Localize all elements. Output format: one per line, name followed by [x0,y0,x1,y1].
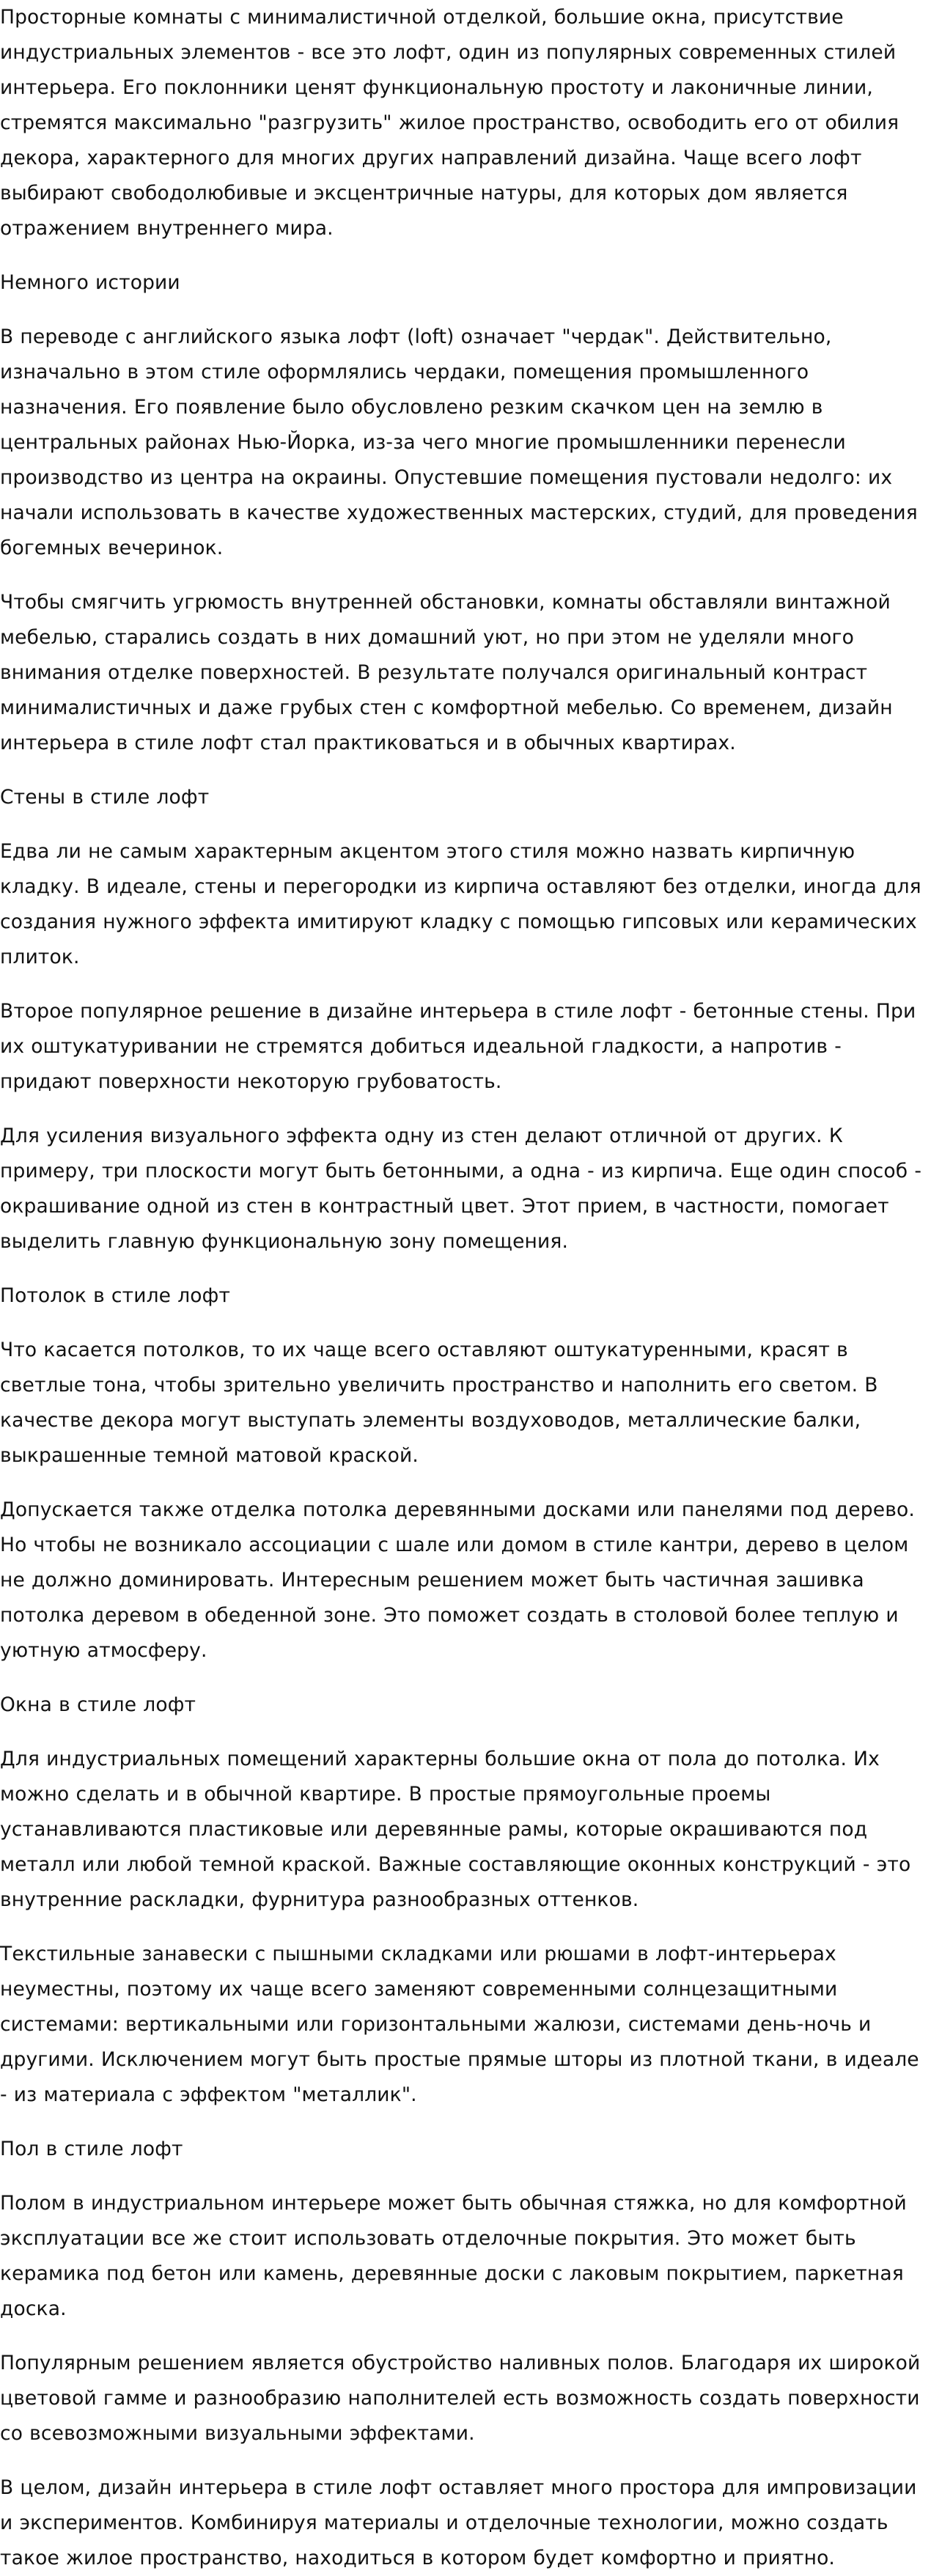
windows-paragraph-1: Для индустриальных помещений характерны большие окна от пола до потолка. Их можно сделать и в обычной квартире. В простые прямоугольные проемы устанавливаются пластиковые или деревянные рамы, которые окрашиваются под металл или любой темной краской. Важные составляющие оконных конструкций - это внутренние раскладки, фурнитура разнообразных оттенков. [0,1748,911,1911]
section-heading-walls: Стены в стиле лофт [0,786,210,809]
intro-paragraph: Просторные комнаты с минималистичной отделкой, большие окна, присутствие индустриальных элементов - все это лофт, один из популярных современных стилей интерьера. Его поклонники ценят функциональную простоту и лаконичные линии, стремятся максимально "разгрузить" жилое пространство, освободить его от обилия декора, характерного для многих других направлений дизайна. Чаще всего лофт выбирают свободолюбивые и эксцентричные натуры, для которых дом является отражением внутреннего мира. [0,6,899,240]
floor-paragraph-1: Полом в индустриальном интерьере может быть обычная стяжка, но для комфортной эксплуатации все же стоит использовать отделочные покрытия. Это может быть керамика под бетон или камень, деревянные доски с лаковым покрытием, паркетная доска. [0,2192,907,2320]
floor-paragraph-2: Популярным решением является обустройство наливных полов. Благодаря их широкой цветовой гамме и разнообразию наполнителей есть возможность создать поверхности со всевозможными визуальными эффектами. [0,2352,921,2445]
section-heading-history: Немного истории [0,271,180,294]
history-paragraph-2: Чтобы смягчить угрюмость внутренней обстановки, комнаты обставляли винтажной мебелью, старались создать в них домашний уют, но при этом не уделяли много внимания отделке поверхностей. В результате получался оригинальный контраст минималистичных и даже грубых стен с комфортной мебелью. Со временем, дизайн интерьера в стиле лофт стал практиковаться и в обычных квартирах. [0,591,893,754]
walls-paragraph-1: Едва ли не самым характерным акцентом этого стиля можно назвать кирпичную кладку. В идеале, стены и перегородки из кирпича оставляют без отделки, иногда для создания нужного эффекта имитируют кладку с помощью гипсовых или керамических плиток. [0,840,921,968]
walls-paragraph-3: Для усиления визуального эффекта одну из стен делают отличной от других. К примеру, три плоскости могут быть бетонными, а одна - из кирпича. Еще один способ - окрашивание одной из стен в контрастный цвет. Этот прием, в частности, помогает выделить главную функциональную зону помещения. [0,1125,922,1253]
ceiling-paragraph-1: Что касается потолков, то их чаще всего оставляют оштукатуренными, красят в светлые тона, чтобы зрительно увеличить пространство и наполнить его светом. В качестве декора могут выступать элементы воздуховодов, металлические балки, выкрашенные темной матовой краской. [0,1339,878,1467]
ceiling-paragraph-2: Допускается также отделка потолка деревянными досками или панелями под дерево. Но чтобы не возникало ассоциации с шале или домом в стиле кантри, дерево в целом не должно доминировать. Интересным решением может быть частичная зашивка потолка деревом в обеденной зоне. Это поможет создать в столовой более теплую и уютную атмосферу. [0,1498,915,1662]
section-heading-ceiling: Потолок в стиле лофт [0,1284,231,1307]
conclusion-paragraph: В целом, дизайн интерьера в стиле лофт оставляет много простора для импровизации и экспериментов. Комбинируя материалы и отделочные технологии, можно создать такое жилое пространство, находиться в котором будет комфортно и приятно. [0,2476,917,2569]
history-paragraph-1: В переводе с английского языка лофт (loft) означает "чердак". Действительно, изначально в этом стиле оформлялись чердаки, помещения промышленного назначения. Его появление было обусловлено резким скачком цен на землю в центральных районах Нью-Йорка, из-за чего многие промышленники перенесли производство из центра на окраины. Опустевшие помещения пустовали недолго: их начали использовать в качестве художественных мастерских, студий, для проведения богемных вечеринок. [0,325,918,559]
windows-paragraph-2: Текстильные занавески с пышными складками или рюшами в лофт-интерьерах неуместны, поэтому их чаще всего заменяют современными солнцезащитными системами: вертикальными или горизонтальными жалюзи, системами день-ночь и другими. Исключением могут быть простые прямые шторы из плотной ткани, в идеале - из материала с эффектом "металлик". [0,1943,919,2106]
walls-paragraph-2: Второе популярное решение в дизайне интерьера в стиле лофт - бетонные стены. При их оштукатуривании не стремятся добиться идеальной гладкости, а напротив - придают поверхности некоторую грубоватость. [0,1000,916,1093]
section-heading-floor: Пол в стиле лофт [0,2138,183,2160]
section-heading-windows: Окна в стиле лофт [0,1693,196,1716]
